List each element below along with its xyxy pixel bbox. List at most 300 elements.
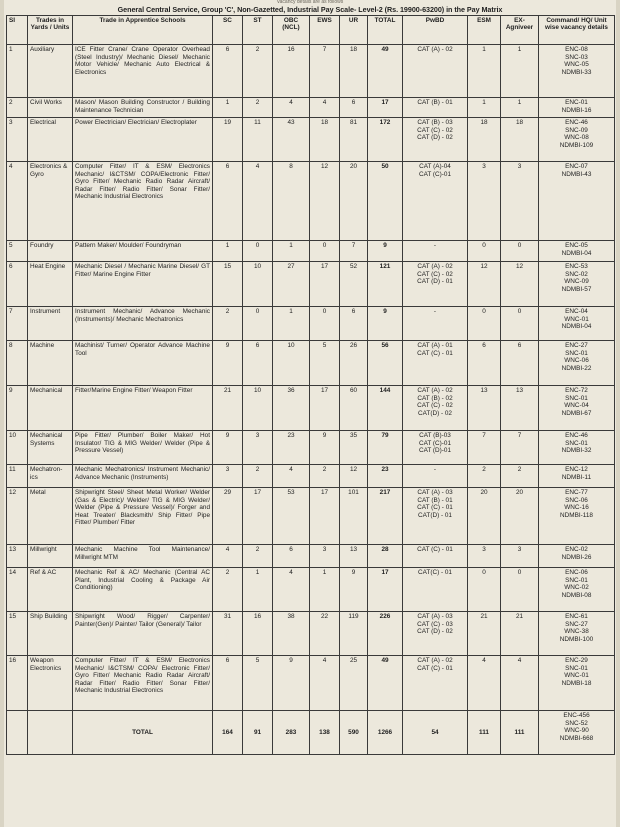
col-header-obc: OBC (NCL) (273, 16, 310, 45)
row-obc: 10 (273, 341, 310, 386)
pwbd-line: CAT (C)-01 (418, 439, 452, 447)
row-ur: 7 (340, 241, 368, 262)
header-row (7, 16, 615, 45)
row-sl: 13 (7, 545, 28, 568)
row-ur: 25 (340, 656, 368, 711)
row-agniveer: 12 (501, 262, 539, 307)
row-obc: 1 (273, 307, 310, 341)
command-line: NDMBI-08 (561, 591, 592, 599)
total-total: 1266 (368, 711, 403, 755)
command-line: NDMBI-04 (561, 249, 592, 257)
command-line: WNC-90 (564, 727, 589, 735)
row-st: 6 (243, 341, 273, 386)
col-header-total: TOTAL (368, 16, 403, 45)
row-total: 226 (368, 612, 403, 656)
command-line: WNC-04 (564, 402, 589, 410)
command-line: ENC-08 (565, 46, 588, 53)
row-st: 10 (243, 386, 273, 431)
row-trade: Heat Engine (28, 262, 73, 307)
row-command (539, 241, 615, 262)
command-line: NDMBI-668 (559, 734, 594, 742)
row-sl: 4 (7, 162, 28, 241)
row-sl: 7 (7, 307, 28, 341)
row-command (539, 488, 615, 545)
row-esm: 3 (468, 162, 501, 241)
row-obc: 1 (273, 241, 310, 262)
row-total: 144 (368, 386, 403, 431)
table-body (7, 45, 615, 755)
row-st: 1 (243, 568, 273, 612)
command-line: ENC-29 (565, 657, 588, 664)
pwbd-line: CAT (A) - 02 (417, 387, 453, 394)
row-sl: 15 (7, 612, 28, 656)
pwbd-line: CAT (B) - 01 (417, 99, 453, 106)
command-line: NDMBI-11 (561, 473, 592, 481)
row-agniveer: 0 (501, 241, 539, 262)
col-header-trades: Trades in Yards / Units (28, 16, 73, 45)
table-row (7, 241, 615, 262)
row-apprentice-trades: Pattern Maker/ Moulder/ Foundryman (73, 241, 213, 262)
col-header-command: Command/ HQ/ Unit wise vacancy details (539, 16, 615, 45)
pwbd-line: CAT (B)-03 (419, 432, 451, 439)
col-header-st: ST (243, 16, 273, 45)
row-ews: 9 (310, 431, 340, 465)
command-line: WNC-06 (564, 357, 589, 365)
row-trade: Foundry (28, 241, 73, 262)
command-line: ENC-72 (565, 387, 588, 394)
row-command (539, 431, 615, 465)
row-ur: 35 (340, 431, 368, 465)
row-sc: 9 (213, 431, 243, 465)
row-pwbd (403, 162, 468, 241)
row-trade: Ref & AC (28, 568, 73, 612)
total-empty-sl (7, 711, 28, 755)
row-esm: 0 (468, 241, 501, 262)
pwbd-line: CAT (C) - 02 (417, 270, 453, 278)
row-agniveer: 6 (501, 341, 539, 386)
row-esm: 21 (468, 612, 501, 656)
row-apprentice-trades: Shipwright Steel/ Sheet Metal Worker/ Welder (Gas & Electric)/ Welder/ TIG & MIG Welder/ Welder (Pipe & Pressure Vessel)/ Forger and Heat Treater/ Blacksmith/ Ship Fitter/ Pipe Fitter/ Plumber/ Fitter (73, 488, 213, 545)
table-row (7, 568, 615, 612)
row-obc: 4 (273, 98, 310, 118)
total-label: TOTAL (73, 711, 213, 755)
row-sl: 16 (7, 656, 28, 711)
row-pwbd (403, 98, 468, 118)
command-line: WNC-01 (564, 672, 589, 680)
row-sl: 9 (7, 386, 28, 431)
row-esm: 0 (468, 307, 501, 341)
command-line: SNC-01 (565, 664, 588, 672)
row-trade: Machine (28, 341, 73, 386)
row-sc: 15 (213, 262, 243, 307)
table-heading: General Central Service, Group 'C', Non-Gazetted, Industrial Pay Scale- Level-2 (Rs. 19900-63200) in the Pay Matrix (117, 5, 503, 14)
pwbd-line: CAT (D)-01 (418, 447, 452, 455)
row-agniveer: 20 (501, 488, 539, 545)
row-obc: 4 (273, 568, 310, 612)
command-line: NDMBI-43 (561, 170, 592, 178)
row-ews: 3 (310, 545, 340, 568)
row-ur: 13 (340, 545, 368, 568)
row-trade: Electrical (28, 118, 73, 162)
command-line: NDMBI-118 (560, 511, 593, 519)
row-apprentice-trades: Pipe Fitter/ Plumber/ Boiler Maker/ Hot Insulator/ TIG & MIG Welder/ Welder (Pipe & Pressure Vessel) (73, 431, 213, 465)
row-pwbd (403, 568, 468, 612)
pwbd-line: CAT (B) - 03 (417, 119, 453, 126)
command-line: ENC-53 (565, 263, 588, 270)
row-trade: Weapon Electronics (28, 656, 73, 711)
top-strip-text: Vacancy details are as follows (276, 0, 344, 4)
row-apprentice-trades: Computer Fitter/ IT & ESM/ Electronics Mechanic/ I&CTSM/ COPA/ Electronic Fitter/ Gyro Fitter/ Mechanic Radio Radar Aircraft/ Radar Fitter/ Radio Fitter/ Sonar Fitter/ Mechanic Industrial Electronics (73, 656, 213, 711)
col-header-sc: SC (213, 16, 243, 45)
row-ews: 7 (310, 45, 340, 98)
row-total: 28 (368, 545, 403, 568)
row-esm: 1 (468, 98, 501, 118)
row-command (539, 386, 615, 431)
command-line: NDMBI-109 (559, 141, 594, 149)
row-command (539, 45, 615, 98)
row-agniveer: 4 (501, 656, 539, 711)
row-ur: 119 (340, 612, 368, 656)
command-line: ENC-27 (565, 342, 588, 349)
row-esm: 7 (468, 431, 501, 465)
row-agniveer: 0 (501, 307, 539, 341)
row-trade: Instrument (28, 307, 73, 341)
row-apprentice-trades: Mechanic Ref & AC/ Mechanic (Central AC Plant, Industrial Cooling & Package Air Conditioning) (73, 568, 213, 612)
row-st: 0 (243, 241, 273, 262)
row-ur: 20 (340, 162, 368, 241)
row-trade: Auxiliary (28, 45, 73, 98)
table-row (7, 45, 615, 98)
command-line: SNC-09 (565, 126, 588, 134)
total-command (539, 711, 615, 755)
row-trade: Electronics & Gyro (28, 162, 73, 241)
command-line: ENC-07 (565, 163, 588, 170)
command-line: SNC-01 (565, 349, 588, 357)
pwbd-line: - (433, 308, 437, 315)
col-header-agniveer: EX-Agniveer (501, 16, 539, 45)
pwbd-line: CAT (C) - 03 (417, 620, 453, 628)
row-obc: 4 (273, 465, 310, 488)
row-total: 17 (368, 568, 403, 612)
pwbd-line: CAT (A) - 03 (417, 489, 453, 496)
row-sc: 3 (213, 465, 243, 488)
command-line: WNC-08 (564, 134, 589, 142)
row-obc: 9 (273, 656, 310, 711)
row-pwbd (403, 431, 468, 465)
vacancy-table (6, 15, 615, 755)
command-line: NDMBI-32 (561, 447, 592, 455)
row-agniveer: 3 (501, 545, 539, 568)
command-line: WNC-16 (564, 504, 589, 512)
row-apprentice-trades: Shipwright Wood/ Rigger/ Carpenter/ Painter(Gen)/ Painter/ Tailor (General)/ Tailor (73, 612, 213, 656)
command-line: ENC-77 (565, 489, 588, 496)
row-esm: 6 (468, 341, 501, 386)
pwbd-line: CAT (A) - 02 (417, 46, 453, 53)
row-sc: 2 (213, 568, 243, 612)
command-line: ENC-12 (565, 466, 588, 473)
command-line: ENC-46 (565, 432, 588, 439)
row-obc: 6 (273, 545, 310, 568)
row-sc: 31 (213, 612, 243, 656)
row-total: 50 (368, 162, 403, 241)
row-ur: 9 (340, 568, 368, 612)
command-line: NDMBI-22 (561, 364, 592, 372)
command-line: SNC-06 (565, 496, 588, 504)
row-esm: 0 (468, 568, 501, 612)
row-st: 0 (243, 307, 273, 341)
row-command (539, 545, 615, 568)
row-trade: Ship Building (28, 612, 73, 656)
row-ur: 6 (340, 98, 368, 118)
pwbd-line: CAT (D) - 01 (417, 278, 453, 286)
row-trade: Millwright (28, 545, 73, 568)
row-pwbd (403, 612, 468, 656)
row-st: 2 (243, 45, 273, 98)
row-obc: 53 (273, 488, 310, 545)
row-agniveer: 1 (501, 45, 539, 98)
row-trade: Civil Works (28, 98, 73, 118)
row-ews: 12 (310, 162, 340, 241)
row-obc: 38 (273, 612, 310, 656)
row-sl: 11 (7, 465, 28, 488)
col-header-sl: SI (7, 16, 28, 45)
command-line: NDMBI-18 (561, 679, 592, 687)
col-header-apprentice: Trade in Apprentice Schools (73, 16, 213, 45)
pwbd-line: CAT (D) - 02 (417, 134, 453, 142)
row-total: 79 (368, 431, 403, 465)
row-agniveer: 18 (501, 118, 539, 162)
row-ews: 4 (310, 656, 340, 711)
row-apprentice-trades: Mason/ Mason Building Constructor / Building Maintenance Technician (73, 98, 213, 118)
table-row (7, 488, 615, 545)
table-row (7, 386, 615, 431)
pwbd-line: CAT (C) - 02 (417, 126, 453, 134)
pwbd-line: CAT (A) - 01 (417, 342, 453, 349)
total-ur: 590 (340, 711, 368, 755)
row-ews: 22 (310, 612, 340, 656)
table-row (7, 98, 615, 118)
row-sl: 8 (7, 341, 28, 386)
row-obc: 8 (273, 162, 310, 241)
row-pwbd (403, 241, 468, 262)
table-row (7, 545, 615, 568)
command-line: NDMBI-04 (561, 323, 592, 331)
row-st: 10 (243, 262, 273, 307)
command-line: ENC-05 (565, 242, 588, 249)
row-total: 23 (368, 465, 403, 488)
total-row (7, 711, 615, 755)
pwbd-line: CAT (A) - 03 (417, 613, 453, 620)
row-ews: 5 (310, 341, 340, 386)
pwbd-line: CAT (C) - 01 (417, 664, 453, 672)
row-obc: 43 (273, 118, 310, 162)
row-apprentice-trades: Mechanic Diesel / Mechanic Marine Diesel/ GT Fitter/ Marine Engine Fitter (73, 262, 213, 307)
command-line: SNC-03 (565, 53, 588, 61)
table-row (7, 656, 615, 711)
command-line: SNC-01 (565, 394, 588, 402)
row-apprentice-trades: Machinist/ Turner/ Operator Advance Machine Tool (73, 341, 213, 386)
pwbd-line: CAT (D) - 02 (417, 628, 453, 636)
row-obc: 36 (273, 386, 310, 431)
row-ur: 60 (340, 386, 368, 431)
command-line: NDMBI-26 (561, 553, 592, 561)
row-pwbd (403, 386, 468, 431)
row-trade: Metal (28, 488, 73, 545)
row-pwbd (403, 545, 468, 568)
row-trade: Mechatron-ics (28, 465, 73, 488)
command-line: WNC-02 (564, 584, 589, 592)
row-sc: 1 (213, 241, 243, 262)
row-agniveer: 3 (501, 162, 539, 241)
row-command (539, 465, 615, 488)
row-esm: 4 (468, 656, 501, 711)
row-ur: 81 (340, 118, 368, 162)
row-trade: Mechanical Systems (28, 431, 73, 465)
row-st: 2 (243, 465, 273, 488)
pwbd-line: - (433, 242, 437, 249)
row-st: 2 (243, 98, 273, 118)
command-line: ENC-456 (563, 712, 590, 719)
row-ews: 0 (310, 241, 340, 262)
total-pwbd: 54 (403, 711, 468, 755)
col-header-pwbd: PwBD (403, 16, 468, 45)
table-row (7, 262, 615, 307)
pwbd-line: - (433, 466, 437, 473)
row-ur: 26 (340, 341, 368, 386)
row-sc: 19 (213, 118, 243, 162)
col-header-esm: ESM (468, 16, 501, 45)
row-command (539, 341, 615, 386)
row-ews: 0 (310, 307, 340, 341)
row-sc: 1 (213, 98, 243, 118)
table-row (7, 118, 615, 162)
row-sc: 4 (213, 545, 243, 568)
row-sl: 12 (7, 488, 28, 545)
row-pwbd (403, 488, 468, 545)
row-sl: 14 (7, 568, 28, 612)
row-esm: 1 (468, 45, 501, 98)
pwbd-line: CAT (C)-01 (418, 170, 452, 178)
command-line: ENC-06 (565, 569, 588, 576)
row-trade: Mechanical (28, 386, 73, 431)
row-command (539, 162, 615, 241)
row-ur: 52 (340, 262, 368, 307)
row-apprentice-trades: Mechanic Machine Tool Maintenance/ Millwright MTM (73, 545, 213, 568)
row-esm: 20 (468, 488, 501, 545)
row-obc: 16 (273, 45, 310, 98)
command-line: SNC-01 (565, 576, 588, 584)
row-pwbd (403, 118, 468, 162)
command-line: WNC-09 (564, 278, 589, 286)
row-total: 9 (368, 241, 403, 262)
row-st: 11 (243, 118, 273, 162)
command-line: WNC-01 (564, 315, 589, 323)
row-total: 56 (368, 341, 403, 386)
row-agniveer: 7 (501, 431, 539, 465)
row-sc: 9 (213, 341, 243, 386)
row-esm: 12 (468, 262, 501, 307)
total-agniveer: 111 (501, 711, 539, 755)
command-line: NDMBI-57 (561, 285, 592, 293)
row-sl: 3 (7, 118, 28, 162)
row-command (539, 612, 615, 656)
row-total: 121 (368, 262, 403, 307)
command-line: SNC-52 (565, 719, 588, 727)
pwbd-line: CAT (C) - 02 (417, 402, 453, 410)
pwbd-line: CAT(D) - 01 (418, 511, 452, 519)
row-command (539, 656, 615, 711)
row-agniveer: 13 (501, 386, 539, 431)
row-st: 2 (243, 545, 273, 568)
table-row (7, 162, 615, 241)
command-line: NDMBI-100 (559, 635, 594, 643)
command-line: SNC-01 (565, 439, 588, 447)
row-agniveer: 2 (501, 465, 539, 488)
row-command (539, 98, 615, 118)
row-ur: 12 (340, 465, 368, 488)
row-st: 17 (243, 488, 273, 545)
row-ur: 101 (340, 488, 368, 545)
table-row (7, 612, 615, 656)
col-header-ews: EWS (310, 16, 340, 45)
pwbd-line: CAT (C) - 01 (417, 349, 453, 357)
row-command (539, 307, 615, 341)
row-command (539, 262, 615, 307)
row-apprentice-trades: Instrument Mechanic/ Advance Mechanic (Instruments)/ Mechanic Mechatronics (73, 307, 213, 341)
command-line: ENC-01 (565, 99, 588, 106)
row-ur: 18 (340, 45, 368, 98)
row-ews: 17 (310, 488, 340, 545)
pwbd-line: CAT(D) - 02 (418, 409, 452, 417)
row-sc: 6 (213, 45, 243, 98)
row-st: 5 (243, 656, 273, 711)
row-obc: 23 (273, 431, 310, 465)
row-sl: 1 (7, 45, 28, 98)
row-agniveer: 21 (501, 612, 539, 656)
command-line: NDMBI-67 (561, 409, 592, 417)
row-pwbd (403, 307, 468, 341)
row-sc: 21 (213, 386, 243, 431)
command-line: WNC-05 (564, 61, 589, 69)
row-command (539, 568, 615, 612)
row-sl: 5 (7, 241, 28, 262)
row-ews: 17 (310, 262, 340, 307)
row-total: 49 (368, 656, 403, 711)
row-esm: 13 (468, 386, 501, 431)
row-sl: 2 (7, 98, 28, 118)
total-empty-trade (28, 711, 73, 755)
table-row (7, 431, 615, 465)
row-total: 172 (368, 118, 403, 162)
pwbd-line: CAT (A) - 02 (417, 657, 453, 664)
total-esm: 111 (468, 711, 501, 755)
row-agniveer: 1 (501, 98, 539, 118)
pwbd-line: CAT (C) - 01 (417, 504, 453, 512)
pwbd-line: CAT(C) - 01 (418, 569, 452, 576)
pwbd-line: CAT (B) - 02 (417, 394, 453, 402)
row-total: 49 (368, 45, 403, 98)
row-ews: 4 (310, 98, 340, 118)
table-row (7, 465, 615, 488)
command-line: WNC-38 (564, 628, 589, 636)
row-st: 16 (243, 612, 273, 656)
row-sc: 6 (213, 656, 243, 711)
row-total: 217 (368, 488, 403, 545)
row-apprentice-trades: ICE Fitter Crane/ Crane Operator Overhead (Steel Industry)/ Mechanic Diesel/ Mechanic Motor Vehicle/ Mechanic Auto Electrical & Electronics (73, 45, 213, 98)
command-line: ENC-04 (565, 308, 588, 315)
row-total: 9 (368, 307, 403, 341)
row-apprentice-trades: Computer Fitter/ IT & ESM/ Electronics Mechanic/ I&CTSM/ COPA/Electronic Fitter/ Gyro Fitter/ Mechanic Radio Radar Aircraft/ Radar Fitter/ Radio Fitter/ Sonar Fitter/ Mechanic Industrial Electronics (73, 162, 213, 241)
